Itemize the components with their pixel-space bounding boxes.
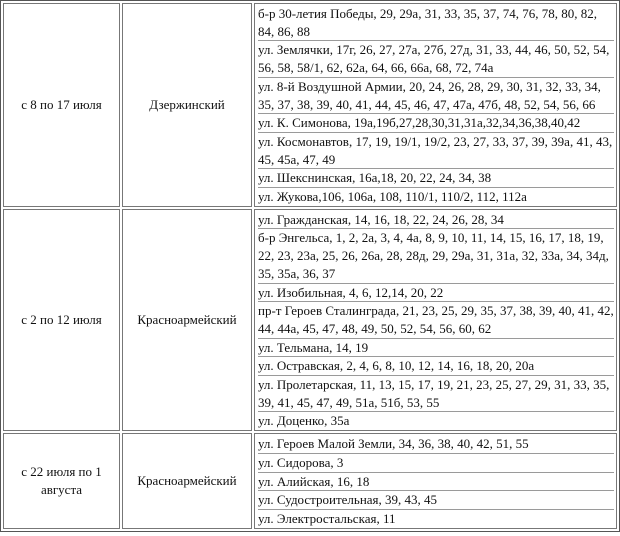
- address-line: ул. К. Симонова, 19а,19б,27,28,30,31,31а,32,34,36,38,40,42: [258, 114, 614, 133]
- address-line: ул. Героев Малой Земли, 34, 36, 38, 40, 42, 51, 55: [258, 435, 614, 454]
- address-line: ул. Шекснинская, 16а,18, 20, 22, 24, 34, 38: [258, 169, 614, 188]
- addresses-cell: [254, 3, 617, 207]
- table-row: [3, 433, 617, 529]
- period-cell: с 2 по 12 июля: [3, 209, 120, 431]
- address-line: ул. Изобильная, 4, 6, 12,14, 20, 22: [258, 284, 614, 303]
- address-line: ул. Судостроительная, 39, 43, 45: [258, 491, 614, 510]
- addresses-cell: [254, 209, 617, 431]
- address-line: пр-т Героев Сталинграда, 21, 23, 25, 29, 35, 37, 38, 39, 40, 41, 42, 44, 44а, 45, 47, 48, 49, 50, 52, 54, 56, 60, 62: [258, 302, 614, 338]
- address-line: ул. Тельмана, 14, 19: [258, 339, 614, 358]
- address-line: ул. Пролетарская, 11, 13, 15, 17, 19, 21, 23, 25, 27, 29, 31, 33, 35, 39, 41, 45, 47, 49, 51а, 51б, 53, 55: [258, 376, 614, 412]
- period-cell: с 22 июля по 1 августа: [3, 433, 120, 529]
- table-row: [3, 3, 617, 207]
- address-line: б-р Энгельса, 1, 2, 2а, 3, 4, 4а, 8, 9, 10, 11, 14, 15, 16, 17, 18, 19, 22, 23, 23а, 25, 26, 26а, 28, 28д, 29, 29а, 31, 31а, 32, 33а, 34, 34д, 35, 35а, 36, 37: [258, 229, 614, 283]
- address-line: ул. Доценко, 35а: [258, 413, 350, 429]
- district-cell: Дзержинский: [122, 3, 252, 207]
- address-line: ул. Алийская, 16, 18: [258, 473, 614, 492]
- period-cell: с 8 по 17 июля: [3, 3, 120, 207]
- address-line: ул. Космонавтов, 17, 19, 19/1, 19/2, 23, 27, 33, 37, 39, 39а, 41, 43, 45, 45а, 47, 49: [258, 133, 614, 169]
- address-line: ул. Жукова,106, 106а, 108, 110/1, 110/2, 112, 112а: [258, 189, 527, 205]
- address-line: ул. Сидорова, 3: [258, 454, 614, 473]
- district-cell: Красноармейский: [122, 433, 252, 529]
- address-line: б-р 30-летия Победы, 29, 29а, 31, 33, 35, 37, 74, 76, 78, 80, 82, 84, 86, 88: [258, 5, 614, 41]
- address-line: ул. 8-й Воздушной Армии, 20, 24, 26, 28, 29, 30, 31, 32, 33, 34, 35, 37, 38, 39, 40, 41, 44, 45, 46, 47, 47а, 47б, 48, 52, 54, 56, 66: [258, 78, 614, 114]
- table-row: [3, 209, 617, 431]
- district-cell: Красноармейский: [122, 209, 252, 431]
- address-line: ул. Электростальская, 11: [258, 510, 396, 526]
- address-line: ул. Остравская, 2, 4, 6, 8, 10, 12, 14, 16, 18, 20, 20а: [258, 357, 614, 376]
- address-line: ул. Землячки, 17г, 26, 27, 27а, 27б, 27д, 31, 33, 44, 46, 50, 52, 54, 56, 58, 58/1, 62, 62а, 64, 66, 66а, 68, 72, 74а: [258, 41, 614, 77]
- address-line: ул. Гражданская, 14, 16, 18, 22, 24, 26, 28, 34: [258, 211, 614, 230]
- addresses-cell: [254, 433, 617, 529]
